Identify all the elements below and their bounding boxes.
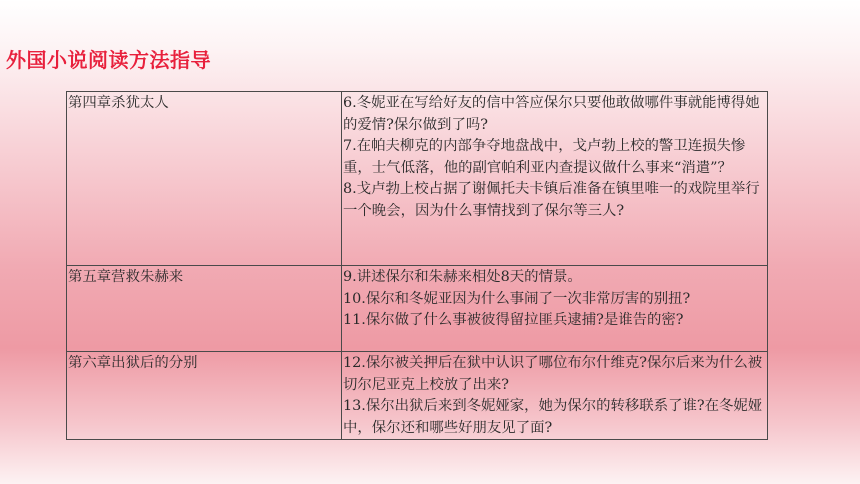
question-item: 6.冬妮亚在写给好友的信中答应保尔只要他敢做哪件事就能博得她的爱情?保尔做到了吗? bbox=[343, 95, 760, 133]
question-item: 7.在帕夫柳克的内部争夺地盘战中，戈卢勃上校的警卫连损失惨重，士气低落，他的副官帕利亚内查提议做什么事来“消遣”？ bbox=[343, 138, 746, 176]
table-row bbox=[67, 92, 768, 266]
questions-cell bbox=[342, 266, 768, 352]
questions-cell bbox=[342, 92, 768, 266]
slide-title: 外国小说阅读方法指导 bbox=[6, 48, 211, 72]
question-item: 9.讲述保尔和朱赫来相处8天的情景。 bbox=[343, 269, 582, 285]
table-row bbox=[67, 352, 768, 440]
question-item: 11.保尔做了什么事被彼得留拉匪兵逮捕?是谁告的密? bbox=[343, 312, 684, 328]
chapter-cell: 第四章杀犹太人 bbox=[67, 92, 342, 266]
question-item: 8.戈卢勃上校占据了谢佩托夫卡镇后准备在镇里唯一的戏院里举行一个晚会，因为什么事情找到了保尔等三人? bbox=[343, 181, 760, 219]
questions-cell bbox=[342, 352, 768, 440]
table-row bbox=[67, 266, 768, 352]
reading-questions-table bbox=[66, 91, 768, 440]
question-item: 10.保尔和冬妮亚因为什么事闹了一次非常厉害的别扭? bbox=[343, 290, 691, 307]
question-item: 12.保尔被关押后在狱中认识了哪位布尔什维克?保尔后来为什么被切尔尼亚克上校放了出来? bbox=[343, 355, 763, 393]
chapter-cell: 第五章营救朱赫来 bbox=[67, 266, 342, 352]
chapter-cell: 第六章出狱后的分别 bbox=[67, 352, 342, 440]
question-item: 13.保尔出狱后来到冬妮娅家，她为保尔的转移联系了谁?在冬妮娅中，保尔还和哪些好朋友见了面? bbox=[343, 398, 763, 436]
